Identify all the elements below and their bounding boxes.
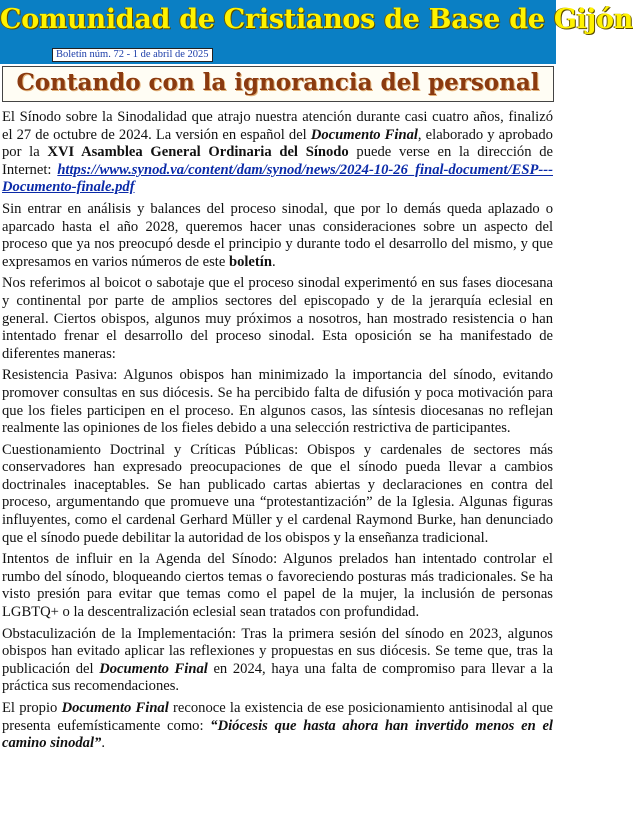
- paragraph-passive-resistance: Resistencia Pasiva: Algunos obispos han minimizado la importancia del sínodo, evitando promover consultas en sus diócesis. Se ha percibido falta de difusión y poca motivación para que los fieles participen en el proceso. En algunos casos, las síntesis diocesanas no reflejan realmente las opiniones de los fieles debido a una selección restrictiva de participantes.: [2, 367, 553, 437]
- document-name: Documento Final: [99, 660, 208, 677]
- paragraph-boycott: Nos referimos al boicot o sabotaje que el proceso sinodal experimentó en sus fases diocesana y continental por parte de amplios sectores del episcopado y de la jerarquía eclesial en general. Ciertos obispos, algunos muy próximos a nosotros, han mostrado resistencia o han intentado frenar el desarrollo del proceso sinodal. Esta oposición se ha manifestado de diferentes maneras:: [2, 275, 553, 362]
- article-body: [2, 109, 553, 757]
- paragraph-doctrinal-criticism: Cuestionamiento Doctrinal y Críticas Públicas: Obispos y cardenales de sectores más conservadores han expresado preocupaciones de que el sínodo pueda llevar a cambios doctrinales inaceptables. Se han publicado cartas abiertas y declaraciones en contra del proceso, argumentando que promueve una “protestantización” de la Iglesia. Algunas figuras influyentes, como el cardenal Gerhard Müller y el cardenal Raymond Burke, han denunciado que el sínodo puede debilitar la autoridad de los obispos y la enseñanza tradicional.: [2, 441, 553, 546]
- text: Sin entrar en análisis y balances del proceso sinodal, que por lo demás queda aplazado o aparcado hasta el año 2028, queremos hacer unas consideraciones sobre un aspecto del proceso que ya nos preocupó desde el principio y durante todo el desarrollo del mismo, y que expresamos en varios números de este: [2, 200, 553, 270]
- newsletter-name: Comunidad de Cristianos de Base de Gijón: [0, 4, 633, 35]
- text: reconoce la existencia de ese posicionamiento antisinodal al que presenta eufemísticamente como:: [2, 700, 554, 734]
- title-box: [2, 66, 554, 102]
- text: El Sínodo sobre la Sinodalidad que atrajo nuestra atención durante casi cuatro años, finalizó el 27 de octubre de 2024. La versión en español del: [2, 109, 553, 143]
- bulletin-word: boletín: [228, 253, 272, 270]
- text: El propio: [2, 700, 62, 716]
- assembly-name: XVI Asamblea General Ordinaria del Sínodo: [47, 144, 349, 161]
- document-name: Documento Final: [61, 700, 169, 716]
- article-title: Contando con la ignorancia del personal: [16, 69, 540, 96]
- paragraph-final-document: [2, 700, 553, 753]
- paragraph-intro: [2, 109, 553, 197]
- document-name: Documento Final: [310, 126, 418, 143]
- issue-label: Boletín núm. 72 - 1 de abril de 2025: [52, 48, 213, 62]
- text: puede verse en la dirección de Internet:: [2, 144, 553, 178]
- paragraph-agenda-influence: Intentos de influir en la Agenda del Sínodo: Algunos prelados han intentado controlar el rumbo del sínodo, bloqueando ciertos temas o favoreciendo posturas más tradicionales. Se ha visto presión para evitar que temas como el papel de la mujer, la inclusión de personas LGBTQ+ o la descentralización eclesial sean tratados con profundidad.: [2, 551, 553, 621]
- masthead-banner: [0, 0, 633, 64]
- text: en 2024, haya una falta de compromiso para llevar a la práctica sus recomendaciones.: [2, 660, 553, 695]
- text: .: [101, 735, 105, 752]
- text: , elaborado y aprobado por la: [2, 126, 553, 161]
- document-link[interactable]: https://www.synod.va/content/dam/synod/news/2024-10-26_final-document/ESP---Documento-finale.pdf: [2, 161, 553, 196]
- text: Obstaculización de la Implementación: Tras la primera sesión del sínodo en 2023, algunos obispos han evitado aplicar las reflexiones y propuestas en sus diócesis. Se teme que, tras la publicación del: [2, 625, 553, 677]
- text: .: [271, 253, 276, 270]
- quoted-phrase: “Diócesis que hasta ahora han invertido menos en el camino sinodal”: [2, 717, 553, 752]
- paragraph-implementation: [2, 626, 553, 696]
- paragraph-context: [2, 201, 553, 271]
